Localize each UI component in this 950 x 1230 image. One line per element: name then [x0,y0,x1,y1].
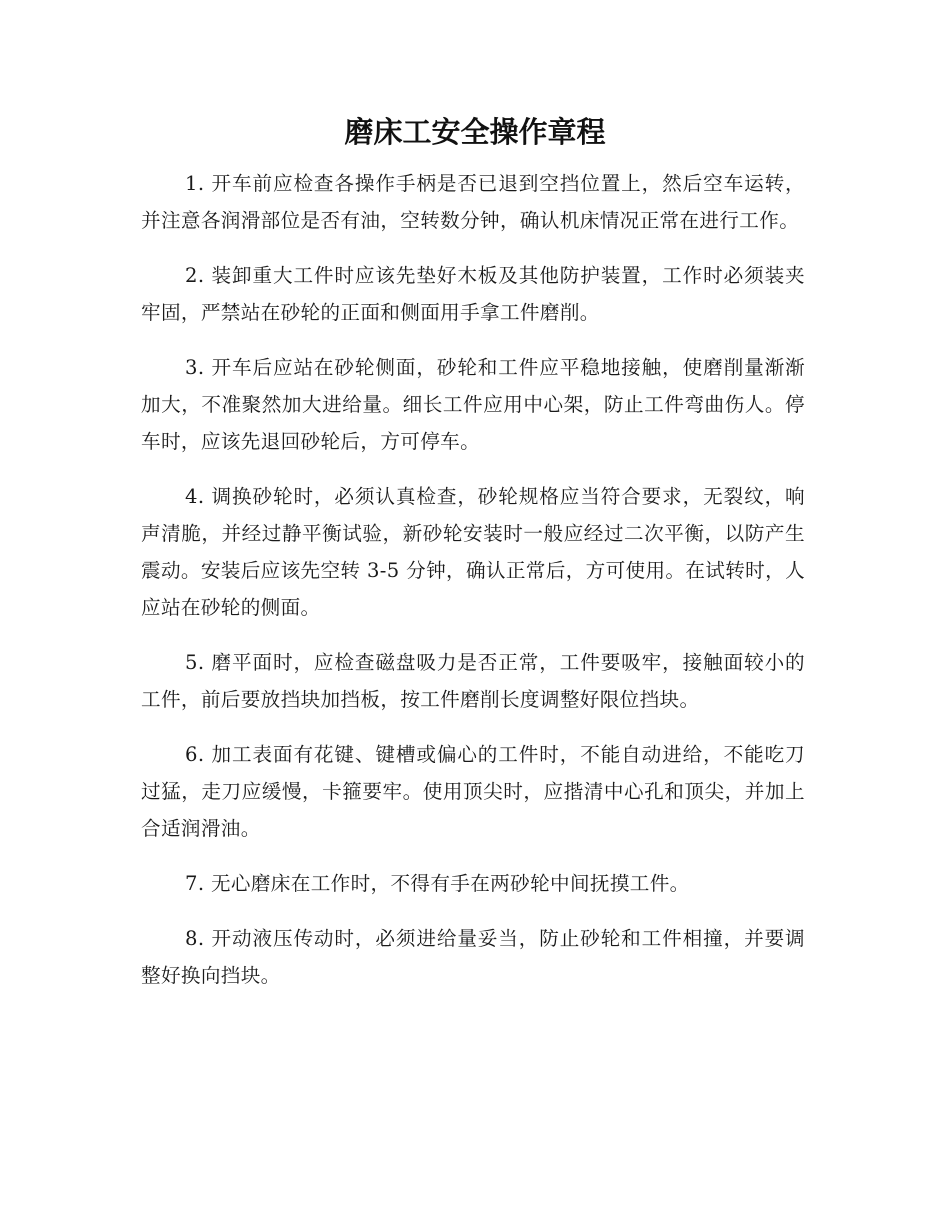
rule-paragraph-2: 2. 装卸重大工件时应该先垫好木板及其他防护装置，工作时必须装夹牢固，严禁站在砂轮的正面和侧面用手拿工件磨削。 [141,264,805,324]
rule-paragraph-6: 6. 加工表面有花键、键槽或偏心的工件时，不能自动进给，不能吃刀过猛，走刀应缓慢，卡箍要牢。使用顶尖时，应揩清中心孔和顶尖，并加上合适润滑油。 [141,743,805,840]
document-title: 磨床工安全操作章程 [344,115,606,149]
rule-paragraph-3: 3. 开车后应站在砂轮侧面，砂轮和工件应平稳地接触，使磨削量渐渐加大，不准聚然加大进给量。细长工件应用中心架，防止工件弯曲伤人。停车时，应该先退回砂轮后，方可停车。 [141,356,805,453]
document-body [141,165,805,1012]
rule-paragraph-7: 7. 无心磨床在工作时，不得有手在两砂轮中间抚摸工件。 [185,872,690,895]
rule-paragraph-8: 8. 开动液压传动时，必须进给量妥当，防止砂轮和工件相撞，并要调整好换向挡块。 [141,927,805,987]
rule-paragraph-5: 5. 磨平面时，应检查磁盘吸力是否正常，工件要吸牢，接触面较小的工件，前后要放挡块加挡板，按工件磨削长度调整好限位挡块。 [141,651,805,711]
rule-paragraph-4: 4. 调换砂轮时，必须认真检查，砂轮规格应当符合要求，无裂纹，响声清脆，并经过静平衡试验，新砂轮安装时一般应经过二次平衡，以防产生震动。安装后应该先空转 3-5 分钟，确认正常后，方可使用。在试转时，人应站在砂轮的侧面。 [141,485,806,619]
rule-paragraph-1: 1. 开车前应检查各操作手柄是否已退到空挡位置上，然后空车运转，并注意各润滑部位是否有油，空转数分钟，确认机床情况正常在进行工作。 [141,172,805,232]
